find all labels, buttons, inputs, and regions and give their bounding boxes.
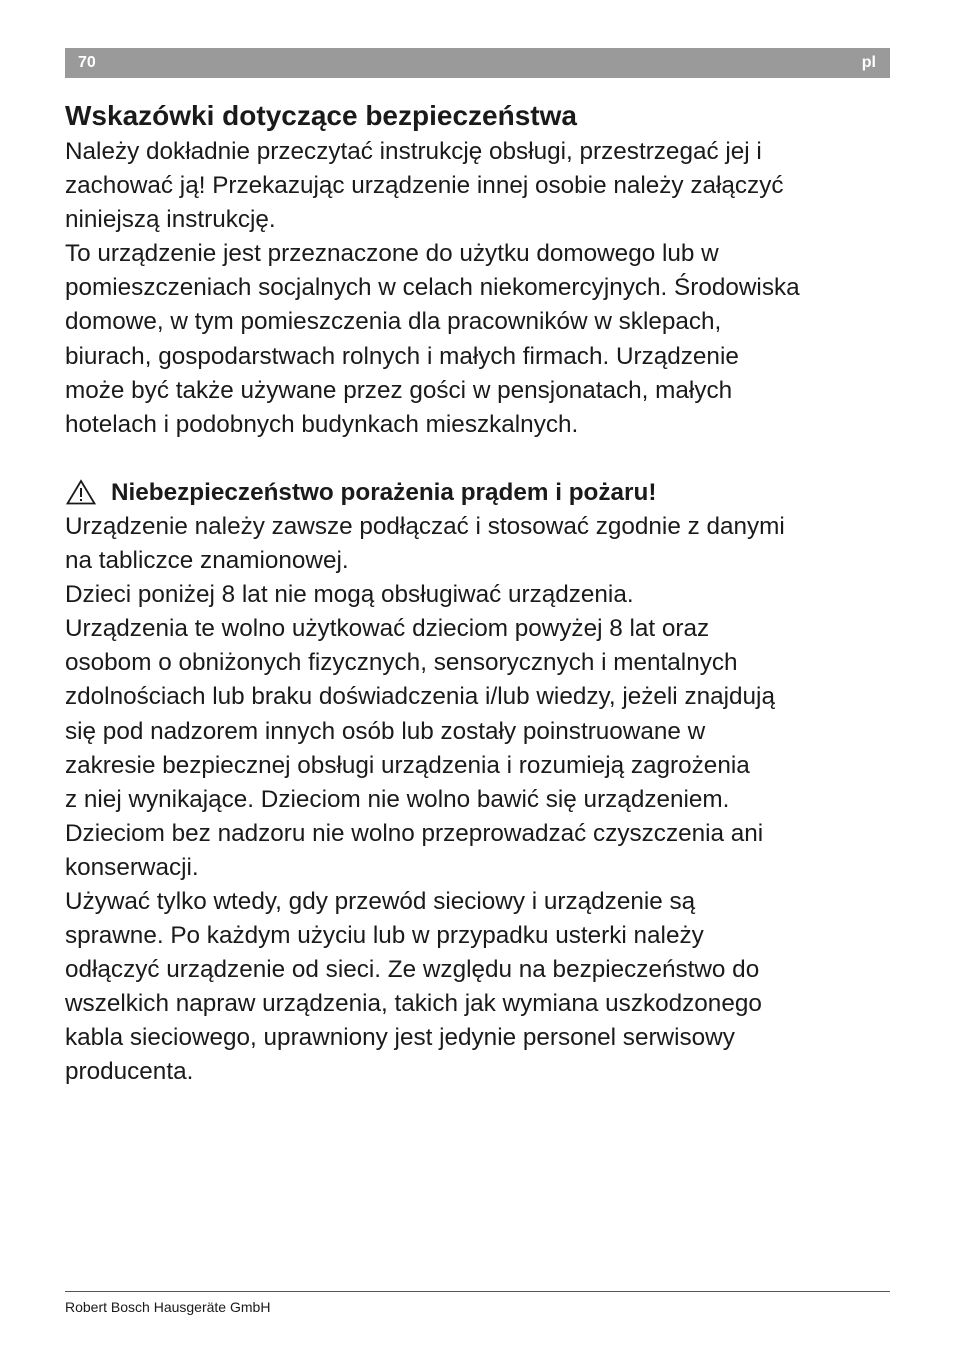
footer-company: Robert Bosch Hausgeräte GmbH <box>65 1299 271 1315</box>
text-line: Używać tylko wtedy, gdy przewód sieciowy i urządzenie są <box>65 887 696 915</box>
text-line: zachować ją! Przekazując urządzenie innej osobie należy załączyć <box>65 172 784 200</box>
text-line: może być także używane przez gości w pensjonatach, małych <box>65 376 733 404</box>
text-line: osobom o obniżonych fizycznych, sensorycznych i mentalnych <box>65 649 738 677</box>
text-line: Urządzenie należy zawsze podłączać i stosować zgodnie z danymi <box>65 512 785 540</box>
text-line: kabla sieciowego, uprawniony jest jedynie personel serwisowy <box>65 1024 735 1052</box>
text-line: domowe, w tym pomieszczenia dla pracowników w sklepach, <box>65 308 722 336</box>
text-line: To urządzenie jest przeznaczone do użytku domowego lub w <box>65 240 719 268</box>
text-line: Należy dokładnie przeczytać instrukcję obsługi, przestrzegać jej i <box>65 138 762 165</box>
text-line: na tabliczce znamionowej. <box>65 547 349 575</box>
section-title: Wskazówki dotyczące bezpieczeństwa <box>65 100 577 131</box>
warning-paragraph <box>65 510 895 1090</box>
text-line: sprawne. Po każdym użyciu lub w przypadku usterki należy <box>65 922 704 950</box>
page-content <box>65 97 895 1090</box>
text-line: Dzieciom bez nadzoru nie wolno przeprowadzać czyszczenia ani <box>65 819 764 847</box>
text-line: Urządzenia te wolno użytkować dzieciom powyżej 8 lat oraz <box>65 615 710 643</box>
text-line: biurach, gospodarstwach rolnych i małych firmach. Urządzenie <box>65 342 739 370</box>
text-line: producenta. <box>65 1058 194 1086</box>
text-line: zdolnościach lub braku doświadczenia i/lub wiedzy, jeżeli znajdują <box>65 683 775 711</box>
footer-divider <box>65 1291 890 1292</box>
warning-heading <box>65 476 895 510</box>
page-number: 70 <box>78 54 96 71</box>
language-code: pl <box>861 54 876 71</box>
text-line: pomieszczeniach socjalnych w celach niekomercyjnych. Środowiska <box>65 274 800 302</box>
text-line: wszelkich napraw urządzenia, takich jak wymiana uszkodzonego <box>65 990 762 1018</box>
text-line: hotelach i podobnych budynkach mieszkalnych. <box>65 410 579 438</box>
warning-heading-text: Niebezpieczeństwo porażenia prądem i pożaru! <box>111 478 657 506</box>
text-line: się pod nadzorem innych osób lub zostały poinstruowane w <box>65 717 706 745</box>
intro-paragraph <box>65 135 895 442</box>
text-line: Dzieci poniżej 8 lat nie mogą obsługiwać urządzenia. <box>65 581 634 609</box>
text-line: zakresie bezpiecznej obsługi urządzenia i rozumieją zagrożenia <box>65 751 750 779</box>
paragraph-spacer <box>65 442 895 476</box>
page-header-bar <box>65 48 890 78</box>
text-line: z niej wynikające. Dzieciom nie wolno bawić się urządzeniem. <box>65 785 730 813</box>
warning-triangle-icon <box>66 479 96 505</box>
text-line: niniejszą instrukcję. <box>65 206 276 234</box>
text-line: konserwacji. <box>65 853 199 881</box>
text-line: odłączyć urządzenie od sieci. Ze względu na bezpieczeństwo do <box>65 956 760 984</box>
